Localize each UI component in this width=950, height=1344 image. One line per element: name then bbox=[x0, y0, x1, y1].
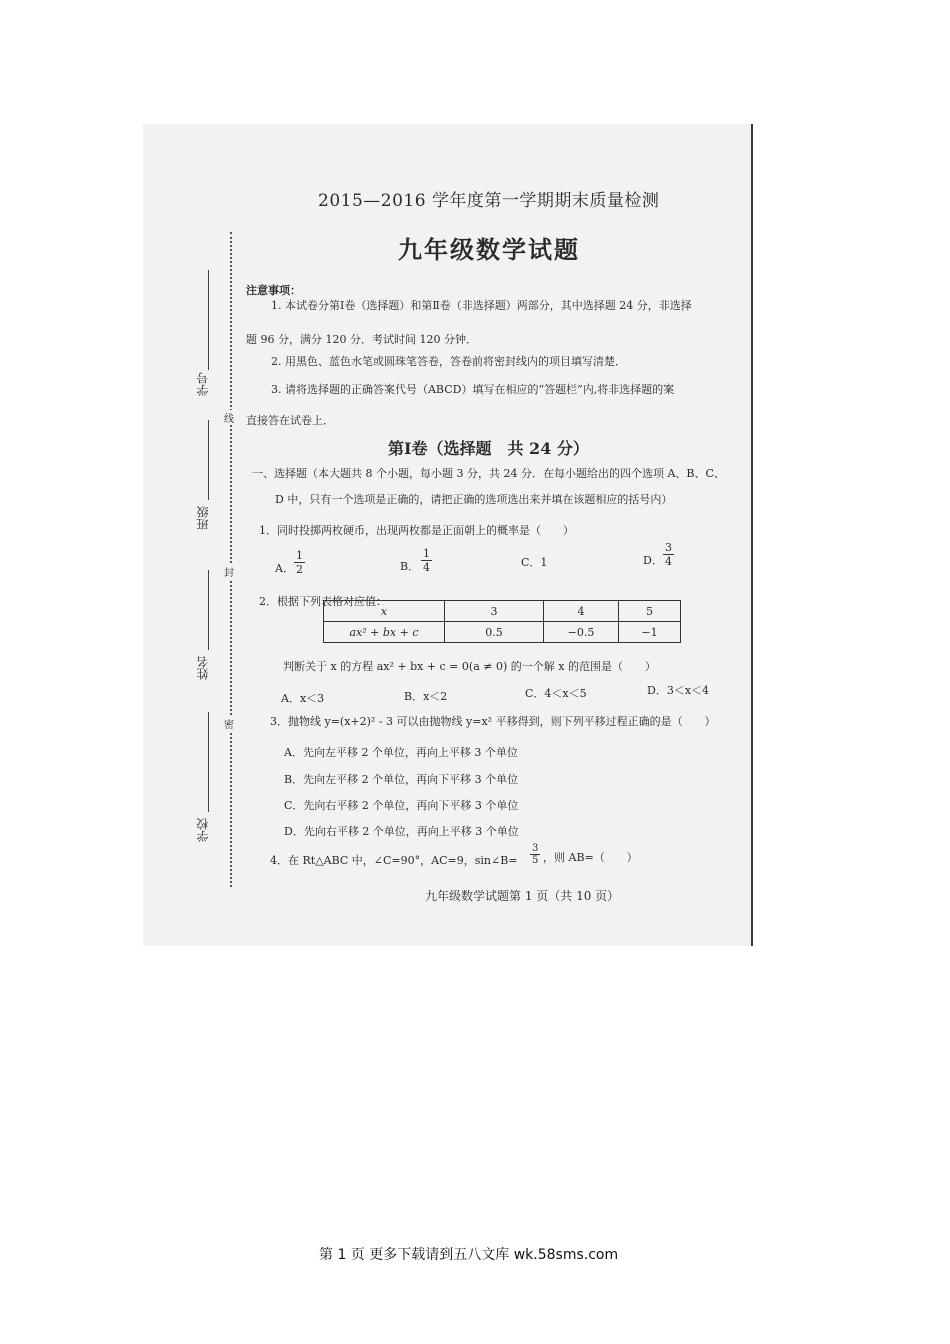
table-cell: x bbox=[324, 601, 445, 622]
q4-numerator: 3 bbox=[532, 843, 539, 854]
exam-page-footer: 九年级数学试题第 1 页（共 10 页） bbox=[425, 889, 620, 903]
q1-a-numerator: 1 bbox=[296, 549, 303, 562]
table-cell: 4 bbox=[544, 601, 619, 622]
q2-stem: 2．根据下列表格对应值： bbox=[259, 595, 387, 608]
q1-b-denominator: 4 bbox=[423, 561, 430, 574]
q1-b-numerator: 1 bbox=[423, 547, 430, 560]
school-underline bbox=[208, 712, 209, 812]
table-cell: 3 bbox=[445, 601, 544, 622]
q1-option-c: C．1 bbox=[521, 556, 548, 569]
q1-option-a-label: A． bbox=[275, 562, 294, 575]
seal-char-seal: 封 bbox=[224, 564, 234, 579]
q1-option-d-fraction bbox=[663, 541, 674, 568]
section-intro-2: D 中，只有一个选项是正确的，请把正确的选项选出来并填在该题相应的括号内） bbox=[275, 493, 673, 506]
notice-line-4: 3. 请将选择题的正确答案代号（ABCD）填写在相应的“答题栏”内,将非选择题的案 bbox=[271, 383, 675, 396]
q2-option-d: D．3＜x＜4 bbox=[647, 684, 710, 697]
table-cell: −1 bbox=[619, 622, 681, 643]
table-row bbox=[324, 601, 681, 622]
q1-option-b-fraction bbox=[421, 547, 432, 574]
q4-stem-pre: 4．在 Rt△ABC 中，∠C=90°，AC=9，sin∠B= bbox=[270, 854, 518, 867]
class-label: 班级 bbox=[196, 506, 210, 530]
q1-d-denominator: 4 bbox=[665, 555, 672, 568]
student-id-underline bbox=[208, 270, 209, 370]
q1-option-b-label: B． bbox=[400, 560, 420, 573]
notice-line-1: 1. 本试卷分第Ⅰ卷（选择题）和第Ⅱ卷（非选择题）两部分，其中选择题 24 分，非选择 bbox=[271, 299, 692, 312]
q2-option-b: B．x＜2 bbox=[404, 690, 448, 703]
q2-option-c: C．4＜x＜5 bbox=[525, 687, 587, 700]
q4-fraction bbox=[530, 843, 540, 866]
q2-option-a: A．x＜3 bbox=[281, 692, 325, 705]
name-underline bbox=[208, 570, 209, 650]
class-underline bbox=[208, 420, 209, 500]
school-label: 学校 bbox=[196, 818, 210, 842]
q3-option-d: D．先向右平移 2 个单位，再向上平移 3 个单位 bbox=[284, 825, 519, 838]
document-footer: 第 1 页 更多下载请到五八文库 wk.58sms.com bbox=[319, 1247, 619, 1263]
table-cell: 0.5 bbox=[445, 622, 544, 643]
table-row bbox=[324, 622, 681, 643]
notice-line-3: 2. 用黑色、蓝色水笔或圆珠笔答卷，答卷前将密封线内的项目填写清楚． bbox=[271, 355, 626, 368]
q2-value-table bbox=[323, 600, 681, 643]
exam-title: 九年级数学试题 bbox=[398, 235, 580, 264]
q3-stem: 3．抛物线 y=(x+2)² - 3 可以由抛物线 y=x² 平移得到，则下列平移过程正确的是（ ） bbox=[270, 715, 716, 728]
q1-option-a-fraction bbox=[294, 549, 305, 576]
q3-option-b: B．先向左平移 2 个单位，再向下平移 3 个单位 bbox=[284, 773, 519, 786]
exam-term-heading: 2015—2016 学年度第一学期期末质量检测 bbox=[318, 191, 660, 211]
q1-stem: 1．同时投掷两枚硬币，出现两枚都是正面朝上的概率是（ ） bbox=[259, 524, 574, 537]
seal-char-secret: 密 bbox=[224, 716, 234, 731]
q1-d-numerator: 3 bbox=[665, 541, 672, 554]
seal-char-line: 线 bbox=[224, 410, 234, 425]
section-title: 第Ⅰ卷（选择题 共 24 分） bbox=[388, 439, 589, 458]
q4-stem-post: ，则 AB=（ ） bbox=[543, 851, 638, 864]
table-cell: −0.5 bbox=[544, 622, 619, 643]
student-id-label: 学号 bbox=[196, 372, 210, 396]
q1-option-d-label: D． bbox=[643, 554, 663, 567]
q3-option-c: C．先向右平移 2 个单位，再向下平移 3 个单位 bbox=[284, 799, 519, 812]
q1-a-denominator: 2 bbox=[296, 563, 303, 576]
q4-denominator: 5 bbox=[532, 855, 539, 866]
name-label: 姓名 bbox=[196, 656, 210, 680]
q3-option-a: A．先向左平移 2 个单位，再向上平移 3 个单位 bbox=[284, 746, 518, 759]
notice-heading: 注意事项： bbox=[246, 284, 301, 297]
section-intro-1: 一、选择题（本大题共 8 个小题，每小题 3 分，共 24 分．在每小题给出的四个选项 A、B、C、 bbox=[252, 467, 725, 480]
notice-line-5: 直接答在试卷上． bbox=[246, 414, 334, 427]
table-cell: 5 bbox=[619, 601, 681, 622]
q2-question: 判断关于 x 的方程 ax² + bx + c = 0(a ≠ 0) 的一个解 x 的范围是（ ） bbox=[283, 660, 656, 673]
seal-dotted-line bbox=[230, 232, 232, 887]
notice-line-2: 题 96 分，满分 120 分．考试时间 120 分钟． bbox=[246, 333, 477, 346]
table-cell: ax² + bx + c bbox=[324, 622, 445, 643]
